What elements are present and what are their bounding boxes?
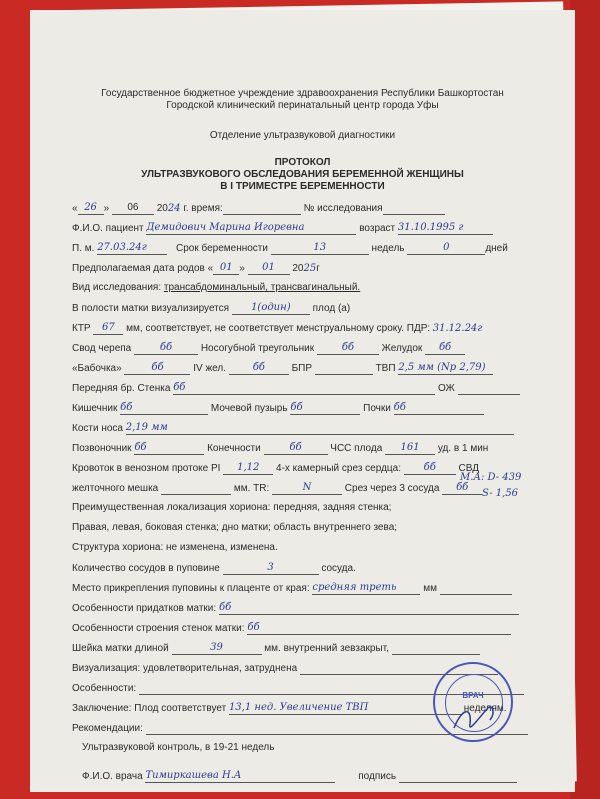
cervix-row: Шейка матки длиной 39 мм. внутренний зевзакрыт, xyxy=(72,642,480,655)
bowel-value: бб xyxy=(120,402,208,415)
term-days: 0 xyxy=(407,242,485,255)
chorion-structure: Структура хориона: не изменена, изменена. xyxy=(72,542,278,553)
title-exam: УЛЬТРАЗВУКОВОГО ОБСЛЕДОВАНИЯ БЕРЕМЕННОЙ ЖЕНЩИНЫ xyxy=(141,169,464,180)
exam-type-row: Вид исследования: трансабдоминальный, трансвагинальный. xyxy=(72,282,361,293)
title-trimester: В I ТРИМЕСТРЕ БЕРЕМЕННОСТИ xyxy=(220,181,385,192)
doctor-row: Ф.И.О. врача Тимиркашева Н.А подпись xyxy=(82,770,517,783)
ktr-value: 67 xyxy=(93,322,123,335)
nasal-triangle-value: бб xyxy=(317,342,379,355)
uterine-walls-value: бб xyxy=(247,622,511,635)
cavity-row: В полости матки визуализируется 1(один) плод (а) xyxy=(72,302,351,314)
adnexa-value: бб xyxy=(219,602,519,615)
fetus-count: 1(один) xyxy=(232,302,310,315)
term-weeks: 13 xyxy=(271,242,369,255)
butterfly-value: бб xyxy=(124,362,190,375)
conclusion-value: 13,1 нед. Увеличение ТВП xyxy=(229,702,461,715)
cord-value: средняя треть xyxy=(312,582,420,595)
abdominal-wall-row: Передняя бр. Стенка бб ОЖ xyxy=(72,382,520,395)
visualization-row: Визуализация: удовлетворительная, затруднена xyxy=(72,662,498,675)
conclusion-row: Заключение: Плод соответствует 13,1 нед. Увеличение ТВП неделям. xyxy=(72,702,507,714)
three-vessel-value: бб xyxy=(442,482,482,495)
abdominal-wall-value: бб xyxy=(173,382,435,395)
bladder-value: бб xyxy=(290,402,360,415)
yolk-row: желточного мешка мм. TR: N Срез через 3 сосуда бб xyxy=(72,482,482,495)
spine-row: Позвоночник бб Конечности бб ЧСС плода 161 уд. в 1 мин xyxy=(72,442,489,454)
four-chamber-value: бб xyxy=(404,462,456,475)
org-line-2: Городской клинический перинатальный центр города Уфы xyxy=(166,100,439,111)
duct-pi-value: 1,12 xyxy=(223,462,273,475)
department: Отделение ультразвуковой диагностики xyxy=(209,130,396,141)
pdr-value: 31.12.24г xyxy=(432,323,483,334)
ktr-row: КТР 67 мм, соответствует, не соответствует менструальному сроку. ПДР: 31.12.24г xyxy=(72,322,483,334)
ma-note-2: S- 1,56 xyxy=(482,488,519,499)
vessels-row: Количество сосудов в пуповине 3 сосуда. xyxy=(72,562,356,574)
limbs-value: бб xyxy=(264,442,328,455)
duct-row: Кровоток в венозном протоке PI 1,12 4-х камерный срез сердца: бб СВД xyxy=(72,462,479,474)
nasal-bone-value: 2,19 мм xyxy=(126,422,514,435)
chorion-location: Преимущественная локализация хориона: передняя, задняя стенка; xyxy=(72,502,392,513)
adnexa-row: Особенности придатков матки: бб xyxy=(72,602,519,615)
butterfly-row: «Бабочка» бб IV жел. бб БПР ТВП 2,5 мм (Np 2,79) xyxy=(72,362,493,375)
nasal-bone-row: Кости носа 2,19 мм xyxy=(72,422,514,435)
cervix-length-value: 39 xyxy=(172,642,262,655)
edd-day: 01 xyxy=(213,262,239,275)
protocol-document xyxy=(30,10,575,792)
patient-birthdate: 31.10.1995 г xyxy=(398,222,493,235)
kidney-value: бб xyxy=(394,402,484,415)
date-day: 26 xyxy=(78,202,104,215)
skull-row: Свод черепа бб Носогубной треугольник бб Желудок бб xyxy=(72,342,465,355)
recommendations-row: Рекомендации: xyxy=(72,722,528,735)
lmp-row: П. м. 27.03.24г Срок беременности 13 недель 0 дней xyxy=(72,242,508,254)
fourth-ventricle-value: бб xyxy=(229,362,289,375)
title-protocol: ПРОТОКОЛ xyxy=(274,157,331,168)
signature-mark xyxy=(450,698,500,740)
date-year: 24 xyxy=(167,203,181,214)
doctor-stamp: ВРАЧ xyxy=(433,662,513,742)
cord-row: Место прикрепления пуповины к плаценте от края: средняя треть мм xyxy=(72,582,512,595)
patient-row: Ф.И.О. пациент Демидович Марина Игоревна возраст 31.10.1995 г xyxy=(72,222,493,235)
skull-value: бб xyxy=(134,342,198,355)
spine-value: бб xyxy=(134,442,204,455)
control-note: Ультразвуковой контроль, в 19-21 недель xyxy=(82,742,275,753)
date-row: « 26 » 06 2024 г. время: № исследования xyxy=(72,202,445,215)
patient-name: Демидович Марина Игоревна xyxy=(146,222,356,235)
bowel-row: Кишечник бб Мочевой пузырь бб Почки бб xyxy=(72,402,484,415)
tvp-value: 2,5 мм (Np 2,79) xyxy=(398,362,493,375)
doctor-name: Тимиркашева Н.А xyxy=(145,770,335,783)
features-row: Особенности: xyxy=(72,682,524,695)
chorion-location-2: Правая, левая, боковая стенка; дно матки; область внутреннего зева; xyxy=(72,522,398,533)
org-line-1: Государственное бюджетное учреждение здравоохранения Республики Башкортостан xyxy=(101,88,504,99)
uterine-walls-row: Особенности строения стенок матки: бб xyxy=(72,622,511,635)
vessels-value: 3 xyxy=(223,562,319,575)
edd-year: 25 xyxy=(303,263,317,274)
date-month: 06 xyxy=(112,202,154,215)
heart-rate-value: 161 xyxy=(385,442,435,455)
tr-value: N xyxy=(272,482,342,495)
stomach-value: бб xyxy=(425,342,465,355)
ma-note-1: М.А: D- 439 xyxy=(460,472,522,483)
exam-type-value: трансабдоминальный, трансвагинальный. xyxy=(163,282,361,293)
edd-month: 01 xyxy=(248,262,290,275)
lmp-date: 27.03.24г xyxy=(97,242,167,255)
exam-number-label: № исследования xyxy=(303,203,383,214)
edd-row: Предполагаемая дата родов « 01 » 01 2025г xyxy=(72,262,320,274)
